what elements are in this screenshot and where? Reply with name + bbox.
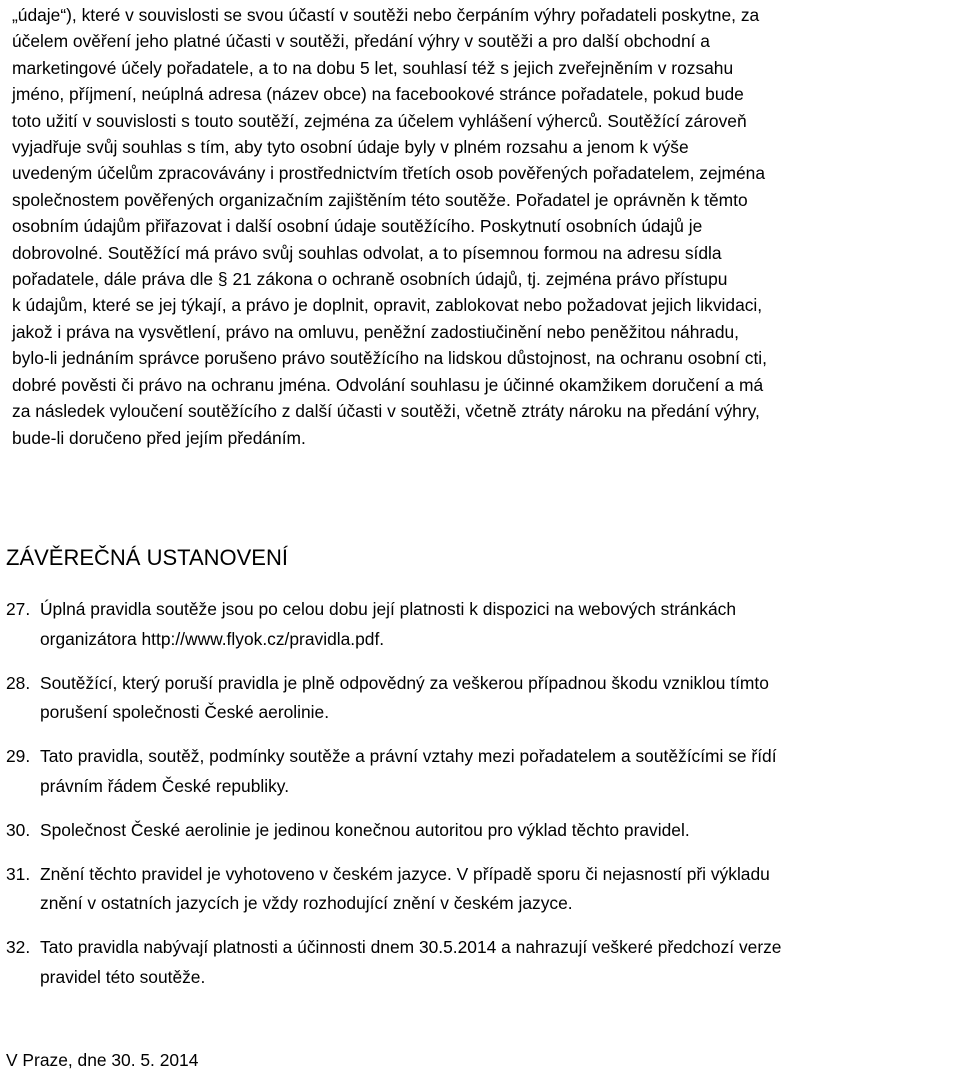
intro-line: k údajům, které se jej týkají, a právo je doplnit, opravit, zablokovat nebo požadovat jejich likvidaci, bbox=[12, 295, 763, 316]
rule-text-line: Společnost České aerolinie je jedinou konečnou autoritou pro výklad těchto pravidel. bbox=[40, 819, 690, 840]
rule-text-line: organizátora http://www.flyok.cz/pravidla.pdf. bbox=[40, 628, 385, 649]
rule-number: 27. bbox=[6, 599, 31, 619]
rule-item bbox=[6, 860, 956, 919]
rule-item bbox=[6, 933, 956, 992]
intro-line: dobré pověsti či právo na ochranu jména. Odvolání souhlasu je účinné okamžikem doručení a má bbox=[12, 374, 764, 395]
intro-line: za následek vyloučení soutěžícího z další účasti v soutěži, včetně ztráty nároku na předání výhry, bbox=[12, 401, 760, 422]
rule-text-line: znění v ostatních jazycích je vždy rozhodující znění v českém jazyce. bbox=[40, 893, 573, 913]
rule-text-line: Tato pravidla, soutěž, podmínky soutěže a právní vztahy mezi pořadatelem a soutěžícími se řídí bbox=[40, 746, 777, 766]
rule-number: 31. bbox=[6, 863, 31, 884]
rule-text-line: porušení společnosti České aerolinie. bbox=[40, 702, 330, 722]
rule-item bbox=[6, 742, 956, 801]
rule-number: 32. bbox=[6, 937, 31, 957]
rule-item bbox=[6, 816, 956, 846]
rule-item bbox=[6, 595, 956, 654]
intro-line: účelem ověření jeho platné účasti v soutěži, předání výhry v soutěži a pro další obchodní a bbox=[12, 31, 710, 52]
rule-text-line: právním řádem České republiky. bbox=[40, 775, 290, 796]
intro-line: bude-li doručeno před jejím předáním. bbox=[12, 427, 306, 448]
rule-text-line: Úplná pravidla soutěže jsou po celou dobu její platnosti k dispozici na webových stránkách bbox=[40, 599, 737, 619]
intro-line: toto užití v souvislosti s touto soutěží, zejména za účelem vyhlášení výherců. Soutěžící zároveň bbox=[12, 110, 747, 131]
intro-line: vyjadřuje svůj souhlas s tím, aby tyto osobní údaje byly v plném rozsahu a jenom k výše bbox=[12, 137, 689, 158]
place-date-footer: V Praze, dne 30. 5. 2014 bbox=[6, 1050, 199, 1070]
intro-line: uvedeným účelům zpracovávány i prostřednictvím třetích osob pověřených pořadatelem, zejména bbox=[12, 163, 766, 184]
rule-text-line: Soutěžící, který poruší pravidla je plně odpovědný za veškerou případnou škodu vzniklou tímto bbox=[40, 672, 769, 693]
rule-number: 29. bbox=[6, 746, 31, 766]
intro-line: dobrovolné. Soutěžící má právo svůj souhlas odvolat, a to písemnou formou na adresu sídla bbox=[12, 242, 722, 263]
intro-line: „údaje“), které v souvislosti se svou účastí v soutěži nebo čerpáním výhry pořadateli poskytne, za bbox=[12, 5, 760, 25]
intro-line: osobním údajům přiřazovat i další osobní údaje soutěžícího. Poskytnutí osobních údajů je bbox=[12, 216, 703, 237]
intro-line: marketingové účely pořadatele, a to na dobu 5 let, souhlasí též s jejich zveřejněním v rozsahu bbox=[12, 57, 734, 78]
rule-item bbox=[6, 669, 956, 728]
rules-list bbox=[6, 595, 956, 1007]
rule-text-line: pravidel této soutěže. bbox=[40, 966, 206, 987]
rule-number: 30. bbox=[6, 819, 31, 840]
intro-line: jméno, příjmení, neúplná adresa (název obce) na facebookové stránce pořadatele, pokud bude bbox=[12, 84, 744, 105]
intro-line: společnostem pověřených organizačním zajištěním této soutěže. Pořadatel je oprávněn k těmto bbox=[12, 189, 748, 210]
intro-line: jakož i práva na vysvětlení, právo na omluvu, peněžní zadostiučinění nebo peněžitou náhradu, bbox=[12, 321, 740, 342]
intro-line: pořadatele, dále práva dle § 21 zákona o ochraně osobních údajů, tj. zejména právo přístupu bbox=[12, 269, 728, 290]
rule-text-line: Znění těchto pravidel je vyhotoveno v českém jazyce. V případě sporu či nejasností při výkladu bbox=[40, 863, 770, 884]
section-heading: ZÁVĚREČNÁ USTANOVENÍ bbox=[6, 545, 288, 570]
rule-number: 28. bbox=[6, 672, 31, 693]
rule-text-line: Tato pravidla nabývají platnosti a účinnosti dnem 30.5.2014 a nahrazují veškeré předchozí verze bbox=[40, 937, 782, 957]
intro-line: bylo-li jednáním správce porušeno právo soutěžícího na lidskou důstojnost, na ochranu osobní cti, bbox=[12, 348, 768, 369]
intro-paragraph bbox=[12, 2, 958, 451]
